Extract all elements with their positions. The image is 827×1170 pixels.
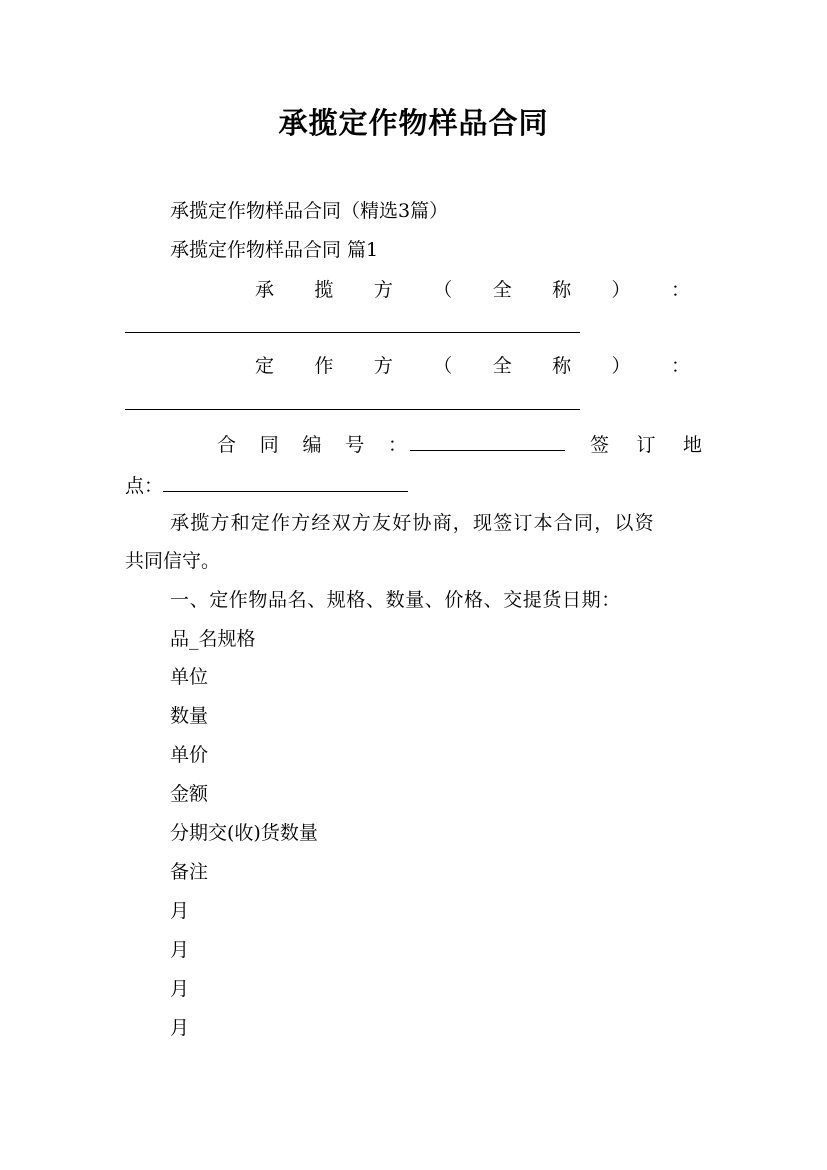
section-heading: 承揽定作物样品合同 篇1 — [170, 239, 379, 261]
customer-label: 定 作 方 （ 全 称 ） ： — [255, 355, 690, 377]
document-title: 承揽定作物样品合同 — [278, 106, 549, 140]
sign-place-line: 点： — [125, 471, 408, 499]
contractor-label: 承 揽 方 （ 全 称 ） ： — [255, 279, 690, 301]
contract-no-blank — [410, 430, 565, 458]
contractor-blank — [125, 312, 580, 340]
list-item: 月 — [170, 939, 190, 961]
list-item: 单价 — [170, 744, 209, 766]
intro-line-1: 承揽方和定作方经双方友好协商，现签订本合同，以资 — [170, 512, 655, 534]
contract-no-label: 合 同 编 号 ： — [217, 434, 407, 456]
list-item: 单位 — [170, 666, 209, 688]
list-item: 品_名规格 — [170, 628, 256, 650]
list-item: 月 — [170, 1017, 190, 1039]
customer-blank — [125, 389, 580, 417]
list-item: 数量 — [170, 705, 209, 727]
document-subtitle: 承揽定作物样品合同（精选3篇） — [170, 200, 449, 222]
list-item: 金额 — [170, 783, 209, 805]
list-item: 分期交(收)货数量 — [170, 822, 318, 844]
list-item: 月 — [170, 900, 190, 922]
intro-line-2: 共同信守。 — [125, 550, 221, 572]
clause-1: 一、定作物品名、规格、数量、价格、交提货日期： — [170, 589, 621, 611]
sign-place-label: 签 订 地 — [590, 434, 702, 456]
list-item: 备注 — [170, 861, 209, 883]
list-item: 月 — [170, 978, 190, 1000]
